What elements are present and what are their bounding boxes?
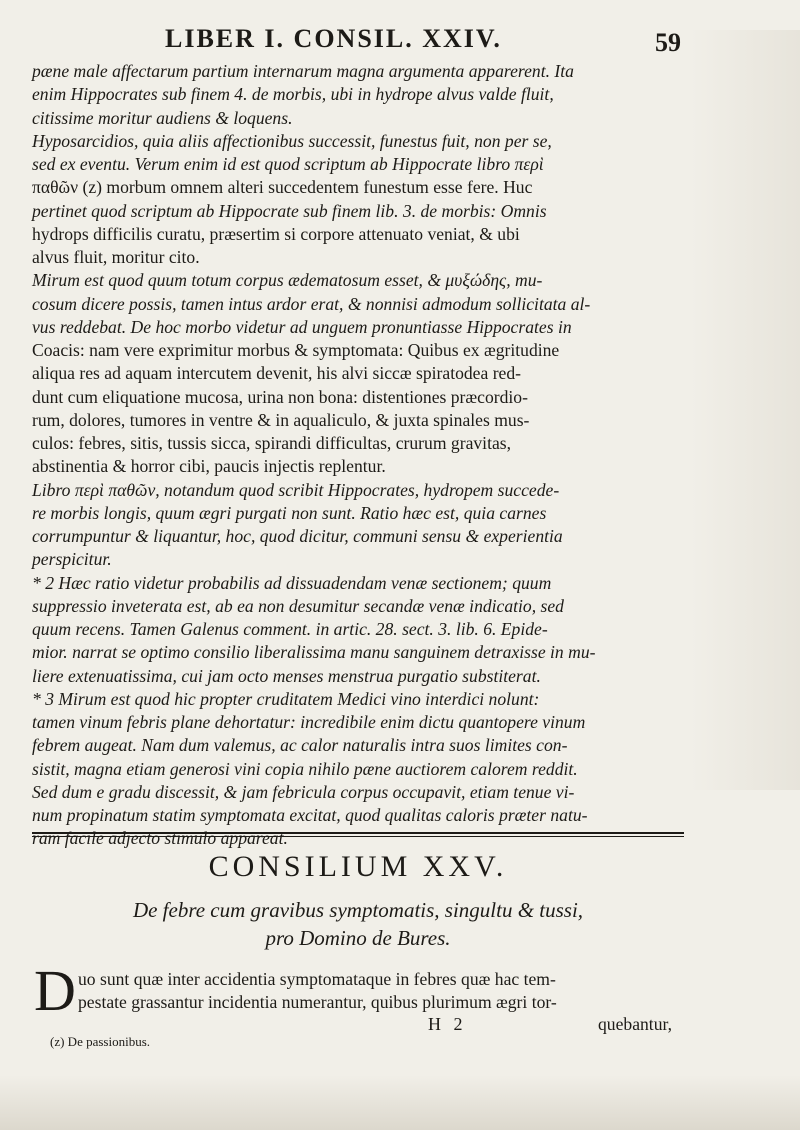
body-line: ram facile adjecto stimulo appareat. — [32, 828, 288, 849]
section-subtitle-line1: De febre cum gravibus symptomatis, singultu & tussi, — [132, 898, 584, 922]
section-rule — [32, 832, 684, 834]
body-line: vus reddebat. De hoc morbo videtur ad unguem pronuntiasse Hippocrates in — [32, 316, 572, 337]
body-line: tamen vinum febris plane dehortatur: incredibile enim dictu quantopere vinum — [32, 712, 586, 732]
section-title: CONSILIUM XXV. — [208, 850, 508, 883]
opening-line: uo sunt quæ inter accidentia symptomataque in febres quæ hac tem- — [78, 969, 556, 989]
body-line: Hyposarcidios, quia aliis affectionibus successit, funestus fuit, non per se, — [32, 130, 552, 151]
body-line: perspicitur. — [32, 549, 112, 570]
body-line: rum, dolores, tumores in ventre & in aqualiculo, & juxta spinales mus- — [32, 409, 530, 430]
body-line: * 3 Mirum est quod hic propter cruditatem Medici vino interdici nolunt: — [32, 688, 540, 709]
opening-paragraph — [78, 968, 682, 1015]
body-line: citissime moritur audiens & loquens. — [32, 107, 293, 128]
body-line: Mirum est quod quum totum corpus ædematosum esset, & μυξώδης, mu- — [32, 270, 543, 291]
page-bottom-edge — [0, 1075, 800, 1130]
running-head: LIBER I. CONSIL. XXIV. — [165, 24, 502, 53]
body-line: abstinentia & horror cibi, paucis injectis replentur. — [32, 456, 386, 477]
body-line: pertinet quod scriptum ab Hippocrate sub finem lib. 3. de morbis: Omnis — [32, 200, 547, 221]
body-line: suppressio inveterata est, ab ea non desumitur secandæ venæ indicatio, sed — [32, 595, 564, 616]
body-line: num propinatum statim symptomata excitat, quod qualitas caloris præter natu- — [32, 805, 588, 825]
body-line: quum recens. Tamen Galenus comment. in artic. 28. sect. 3. lib. 6. Epide- — [32, 619, 548, 639]
body-line: Coacis: nam vere exprimitur morbus & symptomata: Quibus ex ægritudine — [32, 340, 560, 360]
body-line: aliqua res ad aquam intercutem devenit, his alvi siccæ spiratodea red- — [32, 363, 522, 384]
opening-line: pestate grassantur incidentia numerantur, quibus plurimum ægri tor- — [78, 992, 557, 1013]
body-line: pæne male affectarum partium internarum magna argumenta apparerent. Ita — [32, 61, 574, 81]
body-line: sistit, magna etiam generosi vini copia nihilo pæne auctiorem calorem reddit. — [32, 758, 578, 779]
body-line: re morbis longis, quum ægri purgati non sunt. Ratio hæc est, quia carnes — [32, 502, 547, 523]
catchword: quebantur, — [598, 1014, 673, 1034]
footnote: (z) De passionibus. — [50, 1034, 151, 1049]
signature-mark: H 2 — [428, 1014, 467, 1034]
page-number: 59 — [655, 28, 681, 57]
body-line: Sed dum e gradu discessit, & jam febricula corpus occupavit, etiam tenue vi- — [32, 781, 575, 802]
facing-page-bleed — [690, 30, 800, 790]
drop-cap: D — [34, 958, 76, 1023]
body-line: hydrops difficilis curatu, præsertim si corpore attenuato veniat, & ubi — [32, 223, 520, 244]
body-line: παθῶν (z) morbum omnem alteri succedentem funestum esse fere. Huc — [32, 177, 533, 198]
section-rule-thin — [32, 836, 684, 837]
body-line: alvus fluit, moritur cito. — [32, 247, 200, 267]
body-line: liere extenuatissima, cui jam octo menses menstrua purgatio substiterat. — [32, 665, 541, 686]
body-line: cosum dicere possis, tamen intus ardor erat, & nonnisi admodum sollicitata al- — [32, 293, 591, 314]
body-line: dunt cum eliquatione mucosa, urina non bona: distentiones præcordio- — [32, 386, 528, 407]
body-line: * 2 Hæc ratio videtur probabilis ad dissuadendam venæ sectionem; quum — [32, 572, 552, 593]
body-line: enim Hippocrates sub finem 4. de morbis, ubi in hydrope alvus valde fluit, — [32, 84, 554, 105]
body-line: sed ex eventu. Verum enim id est quod scriptum ab Hippocrate libro περὶ — [32, 154, 544, 174]
body-line: corrumpuntur & liquantur, hoc, quod dicitur, communi sensu & experientia — [32, 526, 563, 546]
body-line: Libro περὶ παθῶν, notandum quod scribit Hippocrates, hydropem succede- — [32, 479, 560, 500]
body-line: febrem augeat. Nam dum valemus, ac calor naturalis intra suos limites con- — [32, 735, 568, 756]
body-line: culos: febres, sitis, tussis sicca, spirandi difficultas, crurum gravitas, — [32, 433, 512, 453]
body-line: mior. narrat se optimo consilio liberalissima manu sanguinem detraxisse in mu- — [32, 642, 596, 663]
body-text — [32, 60, 682, 851]
section-subtitle-line2: pro Domino de Bures. — [265, 926, 451, 950]
